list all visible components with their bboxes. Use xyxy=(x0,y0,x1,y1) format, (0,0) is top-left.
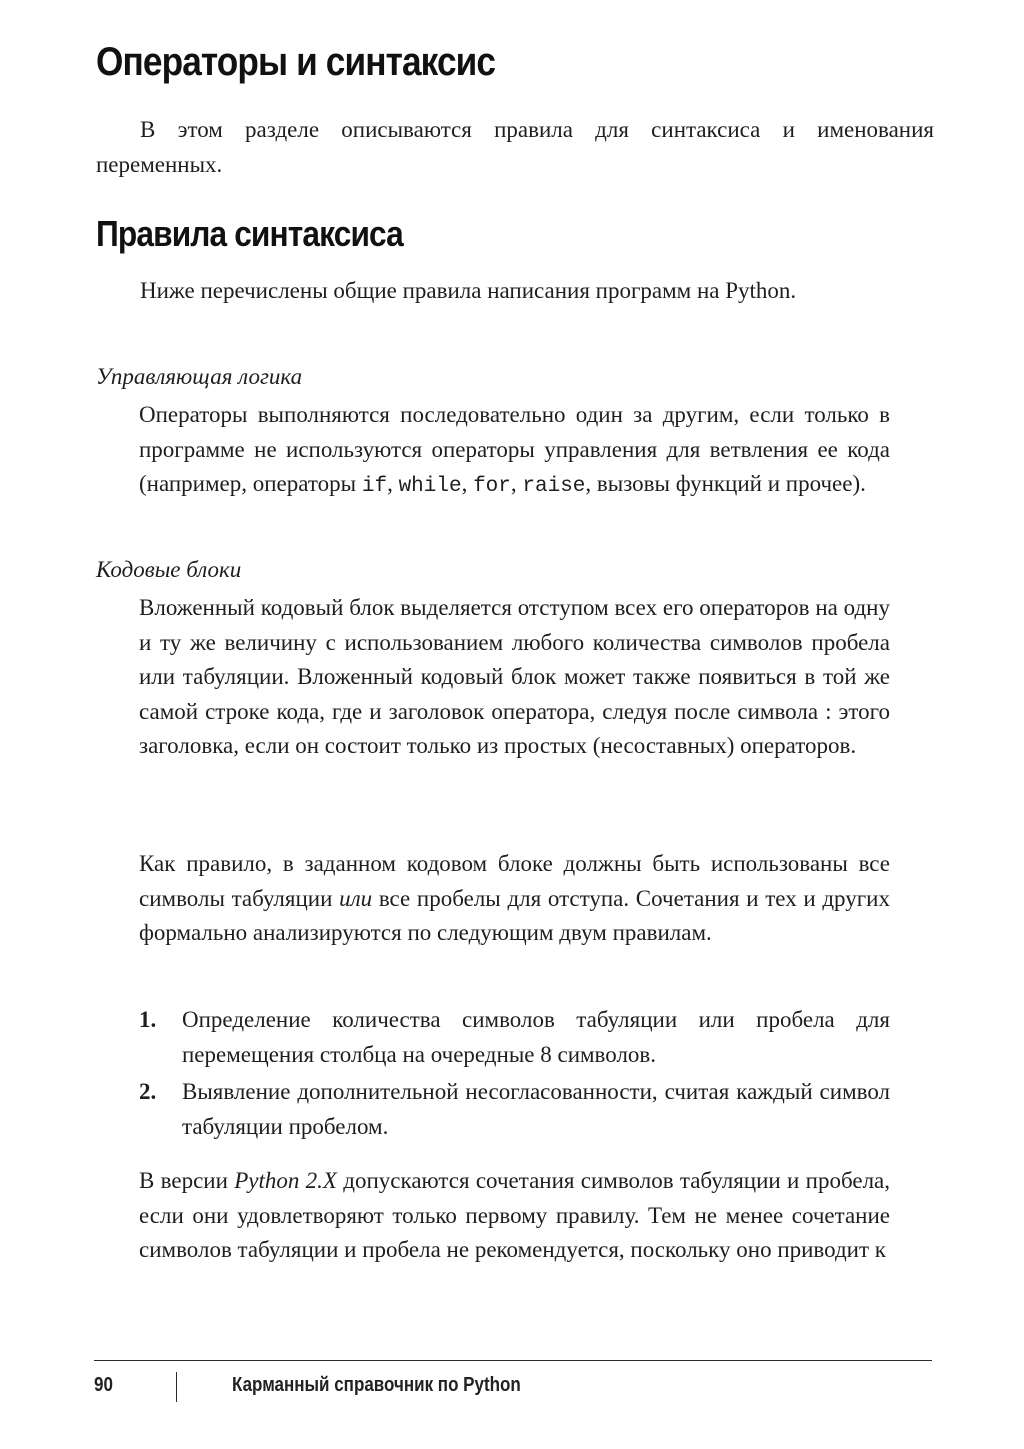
keyword-for: for xyxy=(473,475,511,499)
tabs-emphasis: или xyxy=(339,885,373,911)
footer-rule xyxy=(94,1360,932,1361)
code-blocks-definition: Вложенный кодовый блок выделяется отступом всех его операторов на одну и ту же величину с использованием любого количества символов пробела или табуляции. Вложенный кодовый блок может также появиться в той же самой строке кода, где и заголовок оператора, следуя после символа : этого заголовка, если он состоит только из простых (несоставных) операторов. xyxy=(139,595,890,759)
control-flow-definition: Операторы выполняются последовательно один за другим, если только в программе не используются операторы управления для ветвления ее кода (например, операторы if, while, for, raise, вызовы функций и прочее). xyxy=(139,402,890,499)
list-item-number: 2. xyxy=(139,1079,157,1105)
subsection-title: Правила синтаксиса xyxy=(96,213,403,254)
keyword-while: while xyxy=(398,475,462,499)
book-title: Карманный справочник по Python xyxy=(232,1374,521,1396)
list-item xyxy=(139,1075,890,1144)
list-item-number: 1. xyxy=(139,1007,157,1032)
list-item-text: Определение количества символов табуляции или пробела для перемещения столбца на очередные 8 символов. xyxy=(182,1007,890,1067)
intro-paragraph: В этом разделе описываются правила для синтаксиса и именования переменных. xyxy=(96,117,934,177)
tabs-paragraph xyxy=(139,847,890,951)
keyword-if: if xyxy=(361,475,388,499)
footer-separator xyxy=(176,1372,177,1402)
python2-version: Python 2.X xyxy=(234,1168,337,1193)
rules-list xyxy=(139,1003,890,1144)
control-flow-text-after: , вызовы функций и прочее). xyxy=(585,471,866,497)
python2-paragraph xyxy=(139,1164,890,1268)
list-item-text: Выявление дополнительной несогласованности, считая каждый символ табуляции пробелом. xyxy=(182,1079,890,1139)
term-code-blocks: Кодовые блоки xyxy=(96,557,242,582)
list-item xyxy=(139,1003,890,1072)
rules-intro-paragraph: Ниже перечислены общие правила написания программ на Python. xyxy=(140,278,797,303)
python2-text-after: допускаются сочетания символов табуляции и пробела, если они удовлетворяют только первому правилу. Тем не менее сочетание символов табуляции и пробела не рекомендуется, поскольку оно приводит к xyxy=(139,1168,891,1263)
control-flow-text-before: Операторы выполняются последовательно один за другим, если только в программе не используются операторы управления для ветвления ее кода (например, операторы xyxy=(139,402,890,497)
section-title: Операторы и синтаксис xyxy=(96,40,496,84)
page-number: 90 xyxy=(94,1374,113,1396)
tabs-text-before: Как правило, в заданном кодовом блоке должны быть использованы все символы табуляции xyxy=(139,851,890,911)
term-control-flow: Управляющая логика xyxy=(96,364,303,389)
keyword-raise: raise xyxy=(522,475,586,499)
tabs-text-after: все пробелы для отступа. Сочетания и тех и других формально анализируются по следующим двум правилам. xyxy=(139,885,890,946)
python2-text-before: В версии xyxy=(139,1168,235,1193)
